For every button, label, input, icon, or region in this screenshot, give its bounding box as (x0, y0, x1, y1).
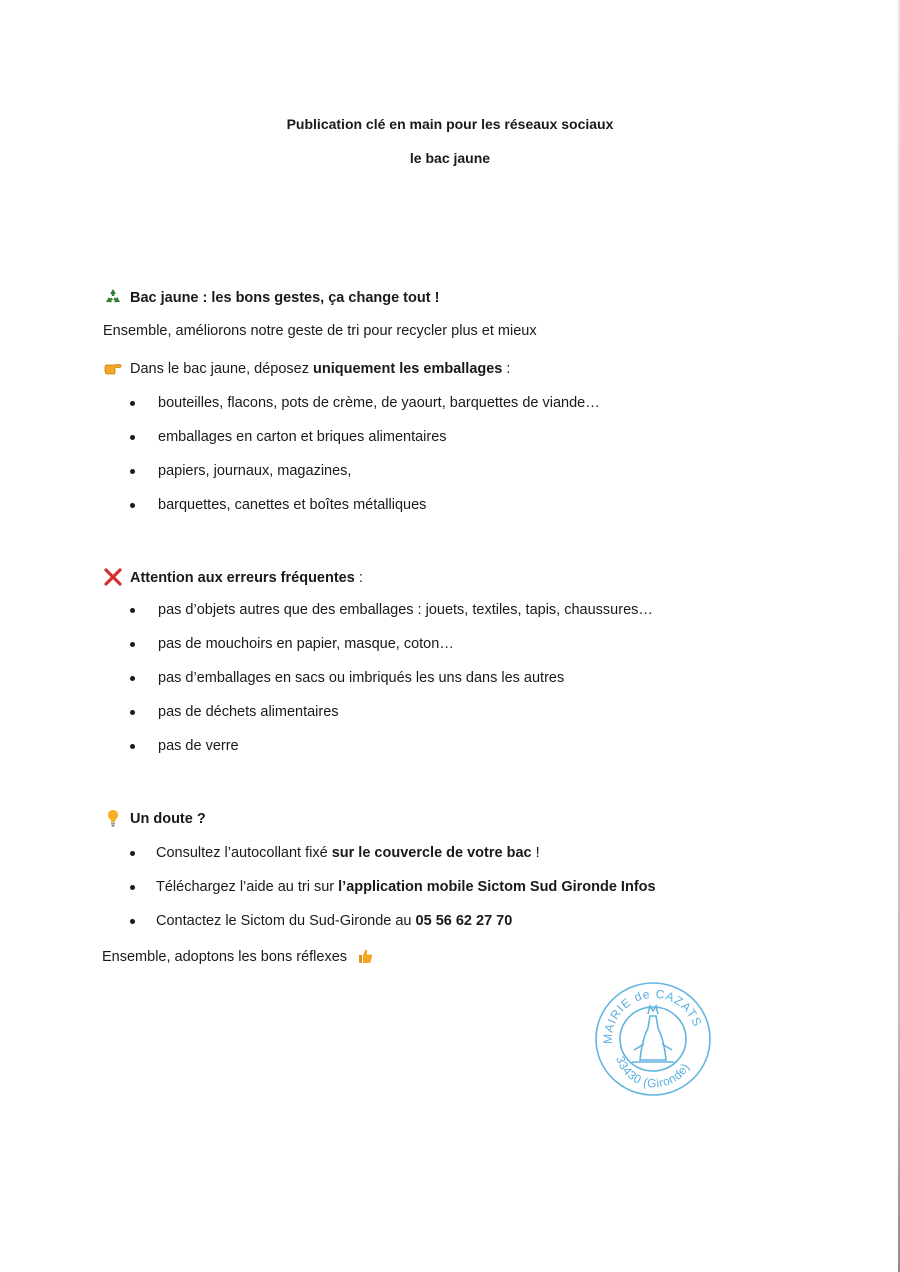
list-item-text: papiers, journaux, magazines, (158, 463, 352, 479)
list-item-text: pas de verre (158, 738, 239, 754)
list-item-text: pas de déchets alimentaires (158, 704, 339, 720)
list-item-prefix: Téléchargez l’aide au tri sur (156, 879, 339, 895)
errors-heading: Attention aux erreurs fréquentes (130, 570, 355, 586)
doubt-heading: Un doute ? (130, 811, 206, 827)
deposit-suffix: : (502, 361, 511, 377)
cross-mark-icon (103, 567, 123, 587)
deposit-heading-line (103, 358, 510, 379)
lightbulb-icon (103, 808, 123, 828)
list-item-text (156, 843, 540, 863)
list-item-text: pas de mouchoirs en papier, masque, coton… (158, 636, 454, 652)
deposit-prefix: Dans le bac jaune, déposez (130, 361, 313, 377)
pointing-hand-icon (103, 358, 123, 378)
bullet-icon (130, 851, 135, 856)
bullet-icon (130, 642, 135, 647)
recycle-icon (103, 287, 123, 307)
bullet-icon (130, 469, 135, 474)
list-item-suffix: ! (531, 845, 540, 861)
bullet-icon (130, 744, 135, 749)
list-item-emphasis: sur le couvercle de votre bac (331, 845, 532, 861)
phone-number: 05 56 62 27 70 (415, 913, 513, 929)
bullet-icon (130, 676, 135, 681)
list-item-text: pas d’objets autres que des emballages : jouets, textiles, tapis, chaussures… (158, 602, 653, 618)
list-item-text: bouteilles, flacons, pots de crème, de yaourt, barquettes de viande… (158, 395, 600, 411)
intro-heading: Bac jaune : les bons gestes, ça change tout ! (130, 290, 440, 306)
intro-text: Ensemble, améliorons notre geste de tri pour recycler plus et mieux (103, 323, 537, 339)
list-item-emphasis: l’application mobile Sictom Sud Gironde Infos (338, 879, 656, 895)
bullet-icon (130, 885, 135, 890)
svg-text:33430 (Gironde): 33430 (Gironde) (613, 1054, 693, 1091)
list-item-text: pas d’emballages en sacs ou imbriqués les uns dans les autres (158, 670, 565, 686)
page-title: Publication clé en main pour les réseaux sociaux (286, 116, 614, 132)
thumbs-up-icon (355, 946, 375, 966)
bullet-icon (130, 919, 135, 924)
errors-suffix: : (354, 570, 363, 586)
list-item-text: barquettes, canettes et boîtes métalliques (158, 497, 427, 513)
mairie-stamp-icon (590, 978, 715, 1100)
list-item-prefix: Contactez le Sictom du Sud-Gironde au (156, 913, 416, 929)
closing-line (102, 946, 382, 967)
list-item-text (156, 877, 656, 897)
list-item-prefix: Consultez l’autocollant fixé (156, 845, 332, 861)
bullet-icon (130, 401, 135, 406)
bullet-icon (130, 435, 135, 440)
bullet-icon (130, 503, 135, 508)
list-item-text: emballages en carton et briques alimentaires (158, 429, 447, 445)
closing-text: Ensemble, adoptons les bons réflexes (102, 949, 348, 965)
doubt-heading-line (103, 808, 206, 829)
bullet-icon (130, 710, 135, 715)
svg-text:MAIRIE de CAZATS: MAIRIE de CAZATS (600, 986, 705, 1045)
errors-heading-line (103, 567, 363, 588)
page-subtitle: le bac jaune (409, 150, 491, 166)
intro-heading-line (103, 287, 439, 308)
deposit-emphasis: uniquement les emballages (313, 361, 503, 377)
list-item-text (156, 911, 512, 931)
bullet-icon (130, 608, 135, 613)
